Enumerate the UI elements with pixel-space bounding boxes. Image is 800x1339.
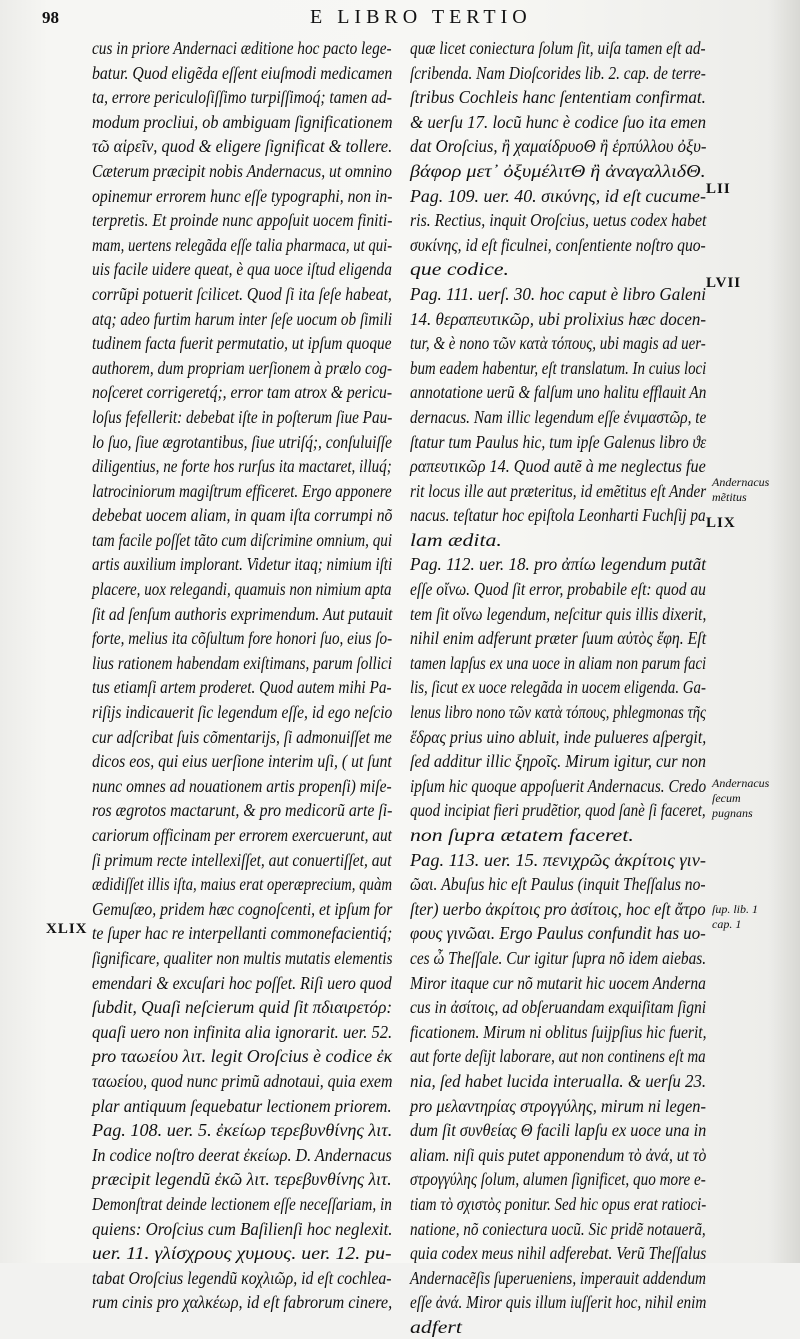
text-line: Demonſtrat deinde lectionem eſſe neceſſariam, in	[92, 1193, 392, 1214]
text-line: plar antiquum ſequebatur lectionem priorem.	[92, 1095, 392, 1116]
text-line: terpretis. Et proinde nunc appoſuit uocem finiti-	[92, 210, 393, 231]
text-line: eſſe ἀνά. Miror quis illum iuſſerit hoc, nihil enim	[410, 1292, 707, 1313]
text-line: tiam τὸ σχιστὸς ponitur. Sed hic opus erat ratioci-	[410, 1193, 707, 1214]
text-line: uis facile uidere queat, è qua uoce iſtud eligenda	[92, 259, 392, 280]
text-line: quiens: Oroſcius cum Baſilienſi hoc neglexit.	[92, 1218, 393, 1239]
text-line: In codice noſtro deerat ἐκείωρ. D. Andernacus	[92, 1144, 392, 1165]
text-line: latrociniorum magiſtrum efficeret. Ergo apponere	[92, 480, 392, 501]
text-line: noſceret corrigeretq́;, error tam atrox & pericu-	[92, 382, 393, 403]
text-line: atq; adeo furtim harum inter ſeſe uocum ob ſimili	[92, 308, 393, 329]
left-column	[92, 36, 392, 1315]
text-line: Andernacẽſis ſuperueniens, imperauit addendum	[410, 1267, 707, 1288]
text-line: ris. Rectius, inquit Oroſcius, uetus codex habet	[410, 210, 707, 231]
text-line: τῶ αἱρεῖν, quod & eligere ſignificat & tollere.	[92, 136, 393, 157]
text-line: que codice.	[410, 259, 509, 280]
text-line: lo ſuo, ſiue ægrotantibus, ſiue utriſq́;, conſuluiſſe	[92, 431, 392, 452]
text-line: dernacus. Nam illic legendum eſſe ἐνιμαστῶρ, te	[410, 406, 707, 427]
text-line: cus in ἀσίτοις, ad obſeruandam exquiſitam ſigni	[410, 997, 707, 1018]
text-line: tur, & è nono τῶν κατὰ τόπους, ubi magis ad uer-	[410, 333, 706, 354]
text-line: ſtribus Cochleis hanc ſententiam confirmat.	[410, 87, 706, 108]
text-line: Pag. 108. uer. 5. ἐκείωρ τερεβυνθίνης λιτ.	[92, 1120, 393, 1141]
text-line: 14. θεραπευτικῶρ, ubi prolixius hæc docen-	[410, 308, 707, 329]
text-line: lenus libro nono τῶν κατὰ τόπους, phlegmonas τῆς	[410, 702, 706, 723]
text-line: batur. Quod eligẽda eſſent eiuſmodi medicamen	[92, 62, 393, 83]
text-line: ἕδρας prius uino abluit, inde pulueres aſpergit,	[410, 726, 707, 747]
text-line: tamen lapſus ex una uoce in aliam non parum faci	[410, 652, 707, 673]
text-line: bum eadem habentur, eſt translatum. In cuius loci	[410, 357, 707, 378]
text-line: tus etiamſi artem proderet. Quod autem mihi Pa-	[92, 677, 392, 698]
text-line: natione, nõ coniectura uocũ. Sic pridẽ notauerã,	[410, 1218, 706, 1239]
text-line: aut forte deſijt laborare, aut non continens eſt ma	[410, 1046, 706, 1067]
text-line: ſcribenda. Nam Dioſcorides lib. 2. cap. de terre-	[410, 62, 706, 83]
text-line: ῶαι. Abuſus hic eſt Paulus (inquit Theſſalus no-	[410, 874, 706, 895]
text-line: aliam. niſi quis putet apponendum τὸ ἀνά, ut τὸ	[410, 1144, 707, 1165]
text-line: Pag. 109. uer. 40. σικύνης, id eſt cucume-	[410, 185, 706, 206]
text-line: rum cinis pro χαλκέωρ, id eſt fabrorum cinere,	[92, 1292, 393, 1313]
text-line: ραπευτικῶρ 14. Quod autẽ à me neglectus fue	[410, 456, 706, 477]
text-line: στρογγύλης ſolum, alumen ſignificet, quo more e-	[410, 1169, 706, 1190]
text-line: Pag. 111. uerſ. 30. hoc caput è libro Galeni	[410, 283, 706, 304]
text-line: Cæterum præcipit nobis Andernacus, ut omnino	[92, 160, 392, 181]
text-line: præcipit legendũ ἐκῶ λιτ. τερεβυνθίνης λιτ.	[92, 1169, 392, 1190]
text-line: quaſi uero non infinita alia ignorarit. uer. 52.	[92, 1021, 393, 1042]
text-line: uer. 11. γλίσχρους χυμους. uer. 12. pu-	[92, 1243, 392, 1264]
text-line: Miror itaque cur nõ mutarit hic uocem Anderna	[410, 972, 706, 993]
margin-numeral-lii: LII	[706, 181, 731, 197]
text-line: ficationem. Mirum ni oblitus ſuijpſius hic fuerit,	[410, 1021, 707, 1042]
text-line: annotatione uerũ & falſum uno halitu efflauit An	[410, 382, 707, 403]
text-line: ipſum hic quoque appoſuerit Andernacus. Credo	[410, 775, 707, 796]
text-line: lam ædita.	[410, 529, 502, 550]
text-line: ſit ad ſenſum authoris exprimendum. Aut putauit	[92, 603, 393, 624]
text-line: & uerſu 17. locũ hunc è codice ſuo ita emen	[410, 111, 707, 132]
margin-note-sup-lib: ſup. lib. 1 cap. 1	[712, 902, 759, 931]
text-line: placere, uox relegandi, quamuis non nimium apta	[92, 579, 392, 600]
text-line: nia, ſed habet lucida interualla. & uerſu 23.	[410, 1070, 707, 1091]
text-line: ſter) uerbo ἀκρίτοις pro ἀσίτοις, hoc eſt ἄτρο	[410, 898, 706, 919]
text-line: tam facile poſſet tãto cum diſcrimine omnium, qui	[92, 529, 393, 550]
text-line: dum ſit συνθείας Θ facili lapſu ex uoce una in	[410, 1120, 707, 1141]
text-line: dat Oroſcius, ἢ χαμαίδρυοΘ ἢ ἑρπύλλου ὀξυ-	[410, 136, 707, 157]
margin-numeral-lvii: LVII	[706, 275, 742, 291]
right-column	[410, 36, 710, 1339]
text-line: diligentius, ne forte hos rurſus ita mactaret, illuq́;	[92, 456, 392, 477]
text-line: ſignificare, qualiter non multis mutatis elementis	[92, 947, 393, 968]
text-line: Pag. 113. uer. 15. πενιχρῶς ἀκρίτοις γιν-	[410, 849, 706, 870]
text-line: ταωείου, quod nunc primũ adnotaui, quia exem	[92, 1070, 393, 1091]
text-line: dicos eos, qui eius uerſione interim uſi, ( ut ſunt	[92, 751, 392, 772]
running-head: E LIBRO TERTIO	[310, 6, 532, 28]
text-line: nacus. teſtatur hoc epiſtola Leonharti Fuchſij pa	[410, 505, 706, 526]
text-line: quod incipiat fieri prudẽtior, quod ſanè ſi faceret,	[410, 800, 706, 821]
text-line: lis, ſicut ex uoce relegãda in uocem eligenda. Ga-	[410, 677, 706, 698]
text-line: nunc omnes ad nouationem artis propenſi) miſe-	[92, 775, 392, 796]
text-line: opinemur errorem hunc eſſe typographi, non in-	[92, 185, 393, 206]
text-line: ſi primum recte intellexiſſet, aut conuertiſſet, aut	[92, 849, 392, 870]
text-line: Gemuſæo, pridem hæc cognoſcenti, et ipſum for	[92, 898, 393, 919]
text-line: cariorum officinam per errorem exercuerunt, aut	[92, 825, 392, 845]
text-line: mam, uertens relegãda eſſe talia pharmaca, ut qui-	[92, 234, 393, 255]
text-line: ſubdit, Quaſi neſcierum quid ſit πδιαιρετόρ:	[92, 997, 393, 1018]
text-line: artis auxilium implorant. Videtur itaq; nimium iſti	[92, 554, 393, 575]
text-line: ros ægrotos mactarunt, & pro medicorũ arte ſi-	[92, 800, 393, 821]
text-line: quæ licet coniectura ſolum ſit, uiſa tamen eſt ad-	[410, 38, 706, 58]
page-header	[0, 6, 800, 32]
text-line: rit locus ille aut præteritus, id emẽtitus eſt Ander	[410, 480, 707, 501]
text-line: corrũpi potuerit ſcilicet. Quod ſi ita ſeſe habeat,	[92, 283, 392, 304]
text-line: pro ταωείου λιτ. legit Oroſcius è codice ἐκ	[92, 1046, 393, 1067]
text-line: ta, errore periculoſiſſimo turpiſſimoq́; tamen ad-	[92, 87, 392, 108]
text-line: φους γινῶαι. Ergo Paulus confundit has uo-	[410, 923, 706, 944]
text-line: ces ὦ Theſſale. Cur igitur ſupra nõ idem aiebas.	[410, 947, 707, 968]
text-line: βάφορ μετ᾽ ὀξυμέλιτΘ ἢ ἀναγαλλιδΘ.	[410, 160, 706, 181]
text-line: eſſe οἴνω. Quod ſit error, probabile eſt: quod au	[410, 579, 706, 600]
text-line: non ſupra ætatem faceret.	[410, 825, 634, 845]
text-line: cus in priore Andernaci æditione hoc pacto lege-	[92, 38, 392, 58]
text-line: Pag. 112. uer. 18. pro ἀπίω legendum putãt	[410, 554, 706, 575]
text-line: emendari & excuſari hoc poſſet. Riſi uero quod	[92, 972, 392, 993]
text-line: modum procliui, ob ambiguam ſignificationem	[92, 111, 393, 132]
margin-note-andernacus-pugnans: Andernacus ſecum pugnans	[712, 776, 770, 820]
text-line: cur adſcribat ſuis cõmentarijs, ſi admonuiſſet me	[92, 726, 392, 747]
text-line: adfert	[410, 1316, 462, 1337]
text-line: tudinem facta fuerit permutatio, ut ipſum quoque	[92, 333, 392, 354]
text-line: lius rationem habendam exiſtimans, parum ſollici	[92, 652, 392, 673]
text-line: quia codex meus nihil adferebat. Verũ Theſſalus	[410, 1243, 707, 1264]
text-line: tem ſit οἴνω legendum, neſcitur quis illis dixerit,	[410, 603, 707, 624]
text-line: authorem, dum propriam uerſionem à prælo cog-	[92, 357, 393, 378]
text-line: ædidiſſet illis iſta, maius erat operæprecium, quàm	[92, 874, 393, 895]
text-line: συκίνης, id eſt ficulnei, conſentiente noſtro quo-	[410, 234, 706, 255]
margin-numeral-lix: LIX	[706, 515, 736, 531]
text-line: ſed additur illic ξηροῖς. Mirum igitur, cur non	[410, 751, 707, 772]
text-line: debebat uocem aliam, in quam iſta corrumpi nõ	[92, 505, 393, 526]
text-line: forte, melius ita cõſultum fore honori ſuo, eius ſo-	[92, 628, 393, 649]
text-line: pro μελαντηρίας στρογγύλης, mirum ni legen-	[410, 1095, 707, 1116]
text-line: loſus fefellerit: debebat iſte in poſterum ſiue Pau-	[92, 406, 393, 427]
text-line: tabat Oroſcius legendũ κοχλιῶρ, id eſt cochlea-	[92, 1267, 392, 1288]
text-line: riſijs indicauerit ſic legendum eſſe, id ego neſcio	[92, 702, 393, 723]
text-line: ſtatur tum Paulus hic, tum ipſe Galenus libro ϑε	[410, 431, 707, 452]
margin-numeral-xlix: XLIX	[46, 921, 88, 937]
text-line: te ſuper hac re interpellanti commonefacientiq́;	[92, 923, 393, 944]
page-number: 98	[42, 8, 59, 27]
text-line: nihil enim adferunt præter ſuum αὐτὸς ἔφη. Eſt	[410, 628, 707, 649]
margin-note-andernacus-mentitus: Andernacus mẽtitus	[712, 475, 770, 504]
